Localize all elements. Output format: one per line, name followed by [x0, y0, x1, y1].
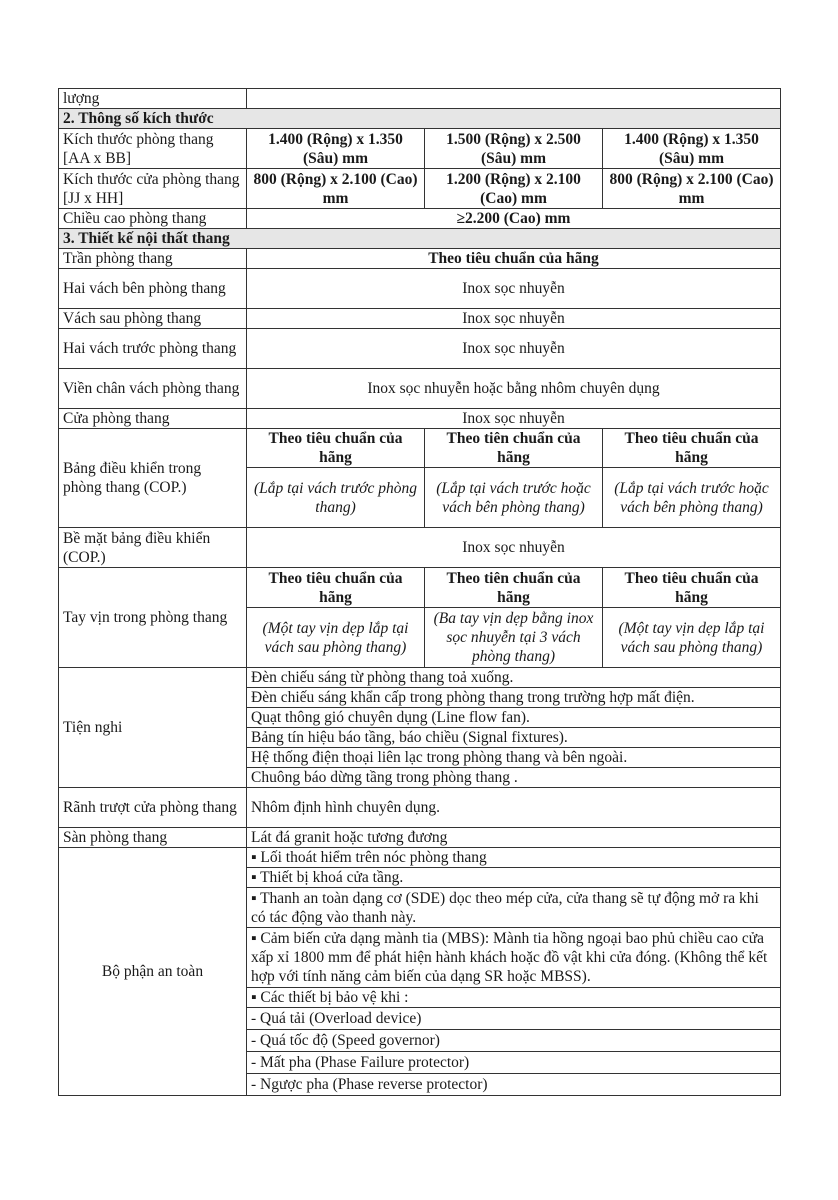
car-size-label: Kích thước phòng thang [AA x BB]	[59, 129, 247, 169]
safety-item: - Mất pha (Phase Failure protector)	[247, 1052, 781, 1074]
door-sill-value: Nhôm định hình chuyên dụng.	[247, 788, 781, 828]
door-size-value-2: 1.200 (Rộng) x 2.100 (Cao) mm	[425, 169, 603, 209]
cop-head-3: Theo tiêu chuẩn của hãng	[603, 429, 781, 468]
table-row	[59, 528, 781, 568]
ceiling-label: Trần phòng thang	[59, 249, 247, 269]
table-row	[59, 369, 781, 409]
handrail-label: Tay vịn trong phòng thang	[59, 568, 247, 668]
safety-label: Bộ phận an toàn	[59, 848, 247, 1096]
skirting-label: Viền chân vách phòng thang	[59, 369, 247, 409]
skirting-value: Inox sọc nhuyễn hoặc bằng nhôm chuyên dụng	[247, 369, 781, 409]
table-row	[59, 329, 781, 369]
table-row	[59, 668, 781, 688]
door-size-value-1: 800 (Rộng) x 2.100 (Cao) mm	[247, 169, 425, 209]
amenities-label: Tiện nghi	[59, 668, 247, 788]
section-header-row	[59, 229, 781, 249]
table-row	[59, 568, 781, 608]
back-wall-value: Inox sọc nhuyễn	[247, 309, 781, 329]
table-row	[59, 429, 781, 468]
table-row	[59, 89, 781, 109]
amenity-item: Hệ thống điện thoại liên lạc trong phòng thang và bên ngoài.	[247, 748, 781, 768]
table-row	[59, 788, 781, 828]
safety-item: - Quá tốc độ (Speed governor)	[247, 1030, 781, 1052]
handrail-note-3: (Một tay vịn dẹp lắp tại vách sau phòng thang)	[603, 608, 781, 668]
amenity-item: Đèn chiếu sáng khẩn cấp trong phòng thang trong trường hợp mất điện.	[247, 688, 781, 708]
section-3-title: 3. Thiết kế nội thất thang	[59, 229, 781, 249]
door-sill-label: Rãnh trượt cửa phòng thang	[59, 788, 247, 828]
safety-item: ▪ Thanh an toàn dạng cơ (SDE) dọc theo mép cửa, cửa thang sẽ tự động mở ra khi có tác động vào thanh này.	[247, 888, 781, 928]
cop-head-2: Theo tiên chuẩn của hãng	[425, 429, 603, 468]
table-row	[59, 269, 781, 309]
elevator-spec-table	[58, 88, 781, 1096]
spec-page	[58, 88, 780, 1096]
amenity-item: Quạt thông gió chuyên dụng (Line flow fan).	[247, 708, 781, 728]
handrail-head-3: Theo tiêu chuẩn của hãng	[603, 568, 781, 608]
handrail-note-2: (Ba tay vịn dẹp bằng inox sọc nhuyễn tại 3 vách phòng thang)	[425, 608, 603, 668]
car-door-value: Inox sọc nhuyễn	[247, 409, 781, 429]
cop-note-2: (Lắp tại vách trước hoặc vách bên phòng thang)	[425, 468, 603, 528]
safety-item: ▪ Cảm biến cửa dạng mành tia (MBS): Mành tia hồng ngoại bao phủ chiều cao cửa xấp xỉ 1800 mm để phát hiện hành khách hoặc đồ vật khi cửa đóng. (Không thể kết hợp với tính năng cảm biến của dạng SR hoặc MBSS).	[247, 928, 781, 988]
handrail-head-1: Theo tiêu chuẩn của hãng	[247, 568, 425, 608]
back-wall-label: Vách sau phòng thang	[59, 309, 247, 329]
table-row	[59, 129, 781, 169]
handrail-head-2: Theo tiên chuẩn của hãng	[425, 568, 603, 608]
floor-value: Lát đá granit hoặc tương đương	[247, 828, 781, 848]
side-walls-value: Inox sọc nhuyễn	[247, 269, 781, 309]
front-walls-value: Inox sọc nhuyễn	[247, 329, 781, 369]
amenity-item: Đèn chiếu sáng từ phòng thang toả xuống.	[247, 668, 781, 688]
front-walls-label: Hai vách trước phòng thang	[59, 329, 247, 369]
safety-item: ▪ Thiết bị khoá cửa tầng.	[247, 868, 781, 888]
table-row	[59, 209, 781, 229]
car-height-label: Chiều cao phòng thang	[59, 209, 247, 229]
floor-label: Sàn phòng thang	[59, 828, 247, 848]
table-row	[59, 249, 781, 269]
safety-item: ▪ Lối thoát hiểm trên nóc phòng thang	[247, 848, 781, 868]
handrail-note-1: (Một tay vịn dẹp lắp tại vách sau phòng thang)	[247, 608, 425, 668]
car-size-value-2: 1.500 (Rộng) x 2.500 (Sâu) mm	[425, 129, 603, 169]
door-size-label: Kích thước cửa phòng thang [JJ x HH]	[59, 169, 247, 209]
safety-item: - Quá tải (Overload device)	[247, 1008, 781, 1030]
car-height-value: ≥2.200 (Cao) mm	[247, 209, 781, 229]
safety-item: ▪ Các thiết bị bảo vệ khi :	[247, 988, 781, 1008]
cop-note-3: (Lắp tại vách trước hoặc vách bên phòng thang)	[603, 468, 781, 528]
table-row	[59, 848, 781, 868]
cop-surface-label: Bề mặt bảng điều khiển (COP.)	[59, 528, 247, 568]
cop-head-1: Theo tiêu chuẩn của hãng	[247, 429, 425, 468]
section-header-row	[59, 109, 781, 129]
amenity-item: Chuông báo dừng tầng trong phòng thang .	[247, 768, 781, 788]
prev-row-value	[247, 89, 781, 109]
car-size-value-1: 1.400 (Rộng) x 1.350 (Sâu) mm	[247, 129, 425, 169]
table-row	[59, 409, 781, 429]
section-2-title: 2. Thông số kích thước	[59, 109, 781, 129]
cop-label: Bảng điều khiển trong phòng thang (COP.)	[59, 429, 247, 528]
cop-note-1: (Lắp tại vách trước phòng thang)	[247, 468, 425, 528]
table-row	[59, 828, 781, 848]
cop-surface-value: Inox sọc nhuyễn	[247, 528, 781, 568]
car-door-label: Cửa phòng thang	[59, 409, 247, 429]
table-row	[59, 309, 781, 329]
car-size-value-3: 1.400 (Rộng) x 1.350 (Sâu) mm	[603, 129, 781, 169]
side-walls-label: Hai vách bên phòng thang	[59, 269, 247, 309]
table-row	[59, 169, 781, 209]
prev-row-label: lượng	[59, 89, 247, 109]
ceiling-value: Theo tiêu chuẩn của hãng	[247, 249, 781, 269]
amenity-item: Bảng tín hiệu báo tầng, báo chiều (Signal fixtures).	[247, 728, 781, 748]
safety-item: - Ngược pha (Phase reverse protector)	[247, 1074, 781, 1096]
door-size-value-3: 800 (Rộng) x 2.100 (Cao) mm	[603, 169, 781, 209]
